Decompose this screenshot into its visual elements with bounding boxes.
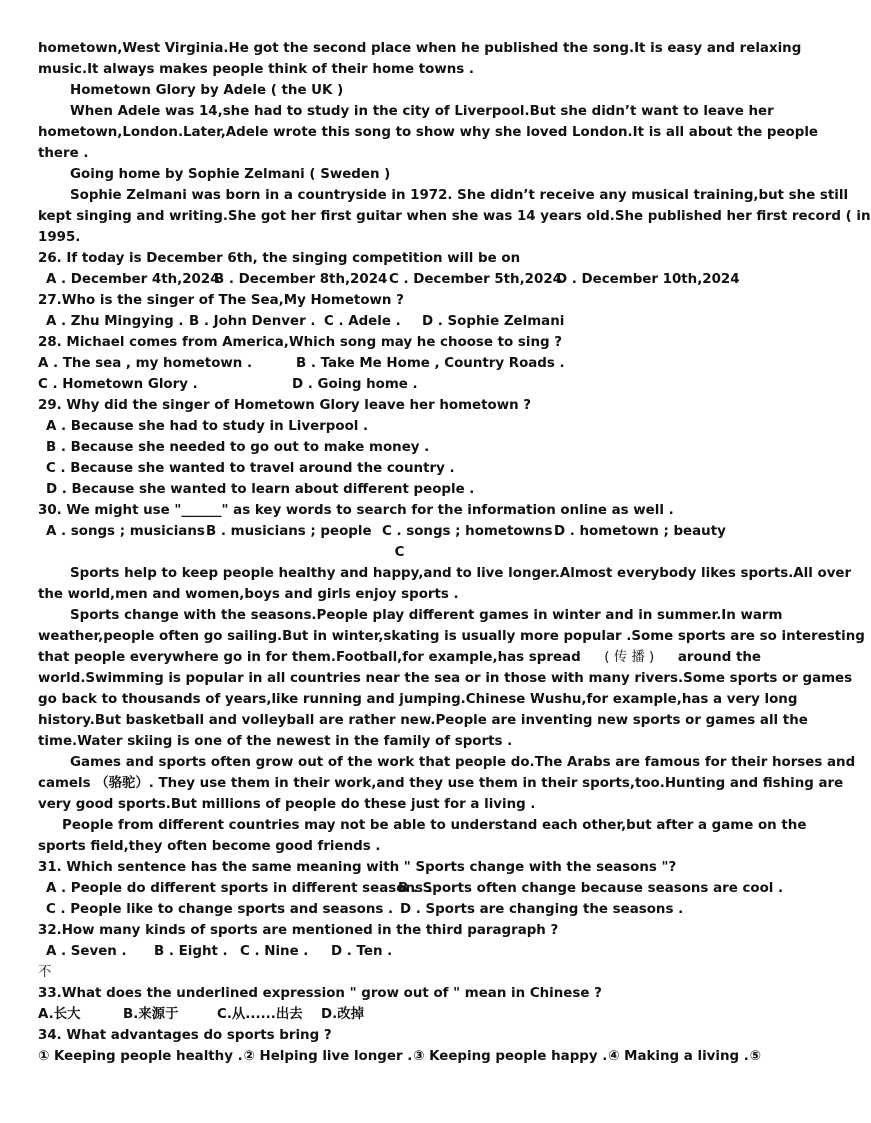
option-4: ④ Making a living .: [608, 1049, 749, 1064]
question-34: 34. What advantages do sports bring ?: [38, 1028, 332, 1043]
passage-line: kept singing and writing.She got her first guitar when she was 14 years old.She published her first record ( in: [38, 209, 871, 224]
option-d: D . Going home .: [292, 377, 418, 392]
option-a: A . The sea , my hometown .: [38, 356, 253, 371]
question-29: 29. Why did the singer of Hometown Glory leave her hometown ?: [38, 398, 532, 413]
option-c: C.从......出去: [217, 1007, 303, 1022]
question-28-options: [38, 374, 761, 395]
option-b: B.来源于: [123, 1007, 179, 1022]
option-c: C . Adele .: [324, 314, 401, 329]
option-a: A . Seven .: [46, 944, 127, 959]
passage-line: weather,people often go sailing.But in winter,skating is usually more popular .Some sports are so interesting: [38, 629, 865, 644]
option-5: ⑤: [749, 1049, 761, 1064]
question-27: 27.Who is the singer of The Sea,My Hometown ?: [38, 293, 404, 308]
question-32-options: [38, 941, 761, 962]
question-26-options: [38, 269, 761, 290]
passage-line: very good sports.But millions of people do these just for a living .: [38, 797, 536, 812]
passage-line: People from different countries may not be able to understand each other,but after a game on the: [62, 818, 807, 833]
option-b: B . musicians ; people: [206, 524, 372, 539]
question-30-options: [38, 521, 761, 542]
option-b: B . Eight .: [154, 944, 228, 959]
question-33: 33.What does the underlined expression " grow out of " mean in Chinese ?: [38, 986, 602, 1001]
passage-line: music.It always makes people think of their home towns .: [38, 62, 474, 77]
option-c: C . December 5th,2024: [389, 272, 562, 287]
question-28: 28. Michael comes from America,Which song may he choose to sing ?: [38, 335, 563, 350]
question-32: 32.How many kinds of sports are mentioned in the third paragraph ?: [38, 923, 559, 938]
option-d: D . Sophie Zelmani: [422, 314, 565, 329]
option-b: B . John Denver .: [189, 314, 316, 329]
passage-line: hometown,West Virginia.He got the second place when he published the song.It is easy and relaxing: [38, 41, 802, 56]
option-a: A . Because she had to study in Liverpool .: [46, 419, 369, 434]
question-28-options: [38, 353, 761, 374]
passage-line: Sports help to keep people healthy and happy,and to live longer.Almost everybody likes sports.All over: [70, 566, 852, 581]
question-26: 26. If today is December 6th, the singing competition will be on: [38, 251, 521, 266]
passage-line: history.But basketball and volleyball are rather new.People are inventing new sports or games all the: [38, 713, 808, 728]
song-title: Hometown Glory by Adele ( the UK ): [70, 83, 344, 98]
passage-line: hometown,London.Later,Adele wrote this song to show why she loved London.It is all about the people: [38, 125, 819, 140]
option-a: A . December 4th,2024: [46, 272, 220, 287]
option-d: D.改掉: [321, 1007, 364, 1022]
passage-text: around the: [677, 650, 761, 665]
passage-line: the world,men and women,boys and girls enjoy sports .: [38, 587, 459, 602]
option-c: C . Nine .: [240, 944, 309, 959]
question-31: 31. Which sentence has the same meaning with " Sports change with the seasons "?: [38, 860, 677, 875]
passage-line: Games and sports often grow out of the work that people do.The Arabs are famous for their horses and: [70, 755, 856, 770]
option-d: D . Sports are changing the seasons .: [400, 902, 684, 917]
question-34-options: [38, 1046, 761, 1067]
passage-line: 1995.: [38, 230, 81, 245]
chinese-gloss: ( 传 播 ): [604, 650, 655, 665]
option-a: A.长大: [38, 1007, 81, 1022]
passage-line: world.Swimming is popular in all countries near the sea or in those with many rivers.Some sports or games: [38, 671, 853, 686]
passage-line: When Adele was 14,she had to study in the city of Liverpool.But she didn’t want to leave her: [70, 104, 774, 119]
option-c: C . Because she wanted to travel around the country .: [46, 461, 455, 476]
option-d: D . Because she wanted to learn about different people .: [46, 482, 475, 497]
option-b: B . Take Me Home , Country Roads .: [296, 356, 565, 371]
passage-line: Sophie Zelmani was born in a countryside in 1972. She didn’t receive any musical training,but she still: [70, 188, 849, 203]
passage-line: sports field,they often become good friends .: [38, 839, 381, 854]
song-title: Going home by Sophie Zelmani ( Sweden ): [70, 167, 391, 182]
question-31-options: [38, 878, 784, 899]
option-a: A . songs ; musicians: [46, 524, 205, 539]
option-b: B . Sports often change because seasons are cool .: [398, 881, 784, 896]
document-page: [38, 38, 871, 1067]
passage-line: [38, 647, 761, 668]
option-b: B . December 8th,2024: [214, 272, 388, 287]
option-c: C . Hometown Glory .: [38, 377, 198, 392]
passage-line: there .: [38, 146, 89, 161]
passage-line: Sports change with the seasons.People play different games in winter and in summer.In warm: [70, 608, 783, 623]
option-3: ③ Keeping people happy .: [413, 1049, 608, 1064]
passage-line: camels （骆驼）. They use them in their work,and they use them in their sports,too.Hunting and fishing are: [38, 776, 844, 791]
option-c: C . People like to change sports and seasons .: [46, 902, 394, 917]
handwritten-note: 不: [38, 965, 52, 980]
option-d: D . hometown ; beauty: [554, 524, 726, 539]
passage-line: go back to thousands of years,like running and jumping.Chinese Wushu,for example,has a very long: [38, 692, 798, 707]
question-27-options: [38, 311, 761, 332]
option-1: ① Keeping people healthy .: [38, 1049, 243, 1064]
option-d: D . Ten .: [331, 944, 393, 959]
question-30: 30. We might use "______" as key words to search for the information online as well .: [38, 503, 674, 518]
passage-line: time.Water skiing is one of the newest in the family of sports .: [38, 734, 513, 749]
question-33-options: [38, 1004, 761, 1025]
passage-text: that people everywhere go in for them.Football,for example,has spread: [38, 650, 581, 665]
question-31-options: [38, 899, 761, 920]
option-a: A . People do different sports in different seasons .: [46, 881, 433, 896]
option-c: C . songs ; hometowns: [382, 524, 553, 539]
option-2: ② Helping live longer .: [243, 1049, 413, 1064]
option-d: D . December 10th,2024: [556, 272, 740, 287]
section-label: C: [394, 545, 405, 560]
option-b: B . Because she needed to go out to make money .: [46, 440, 430, 455]
option-a: A . Zhu Mingying .: [46, 314, 184, 329]
